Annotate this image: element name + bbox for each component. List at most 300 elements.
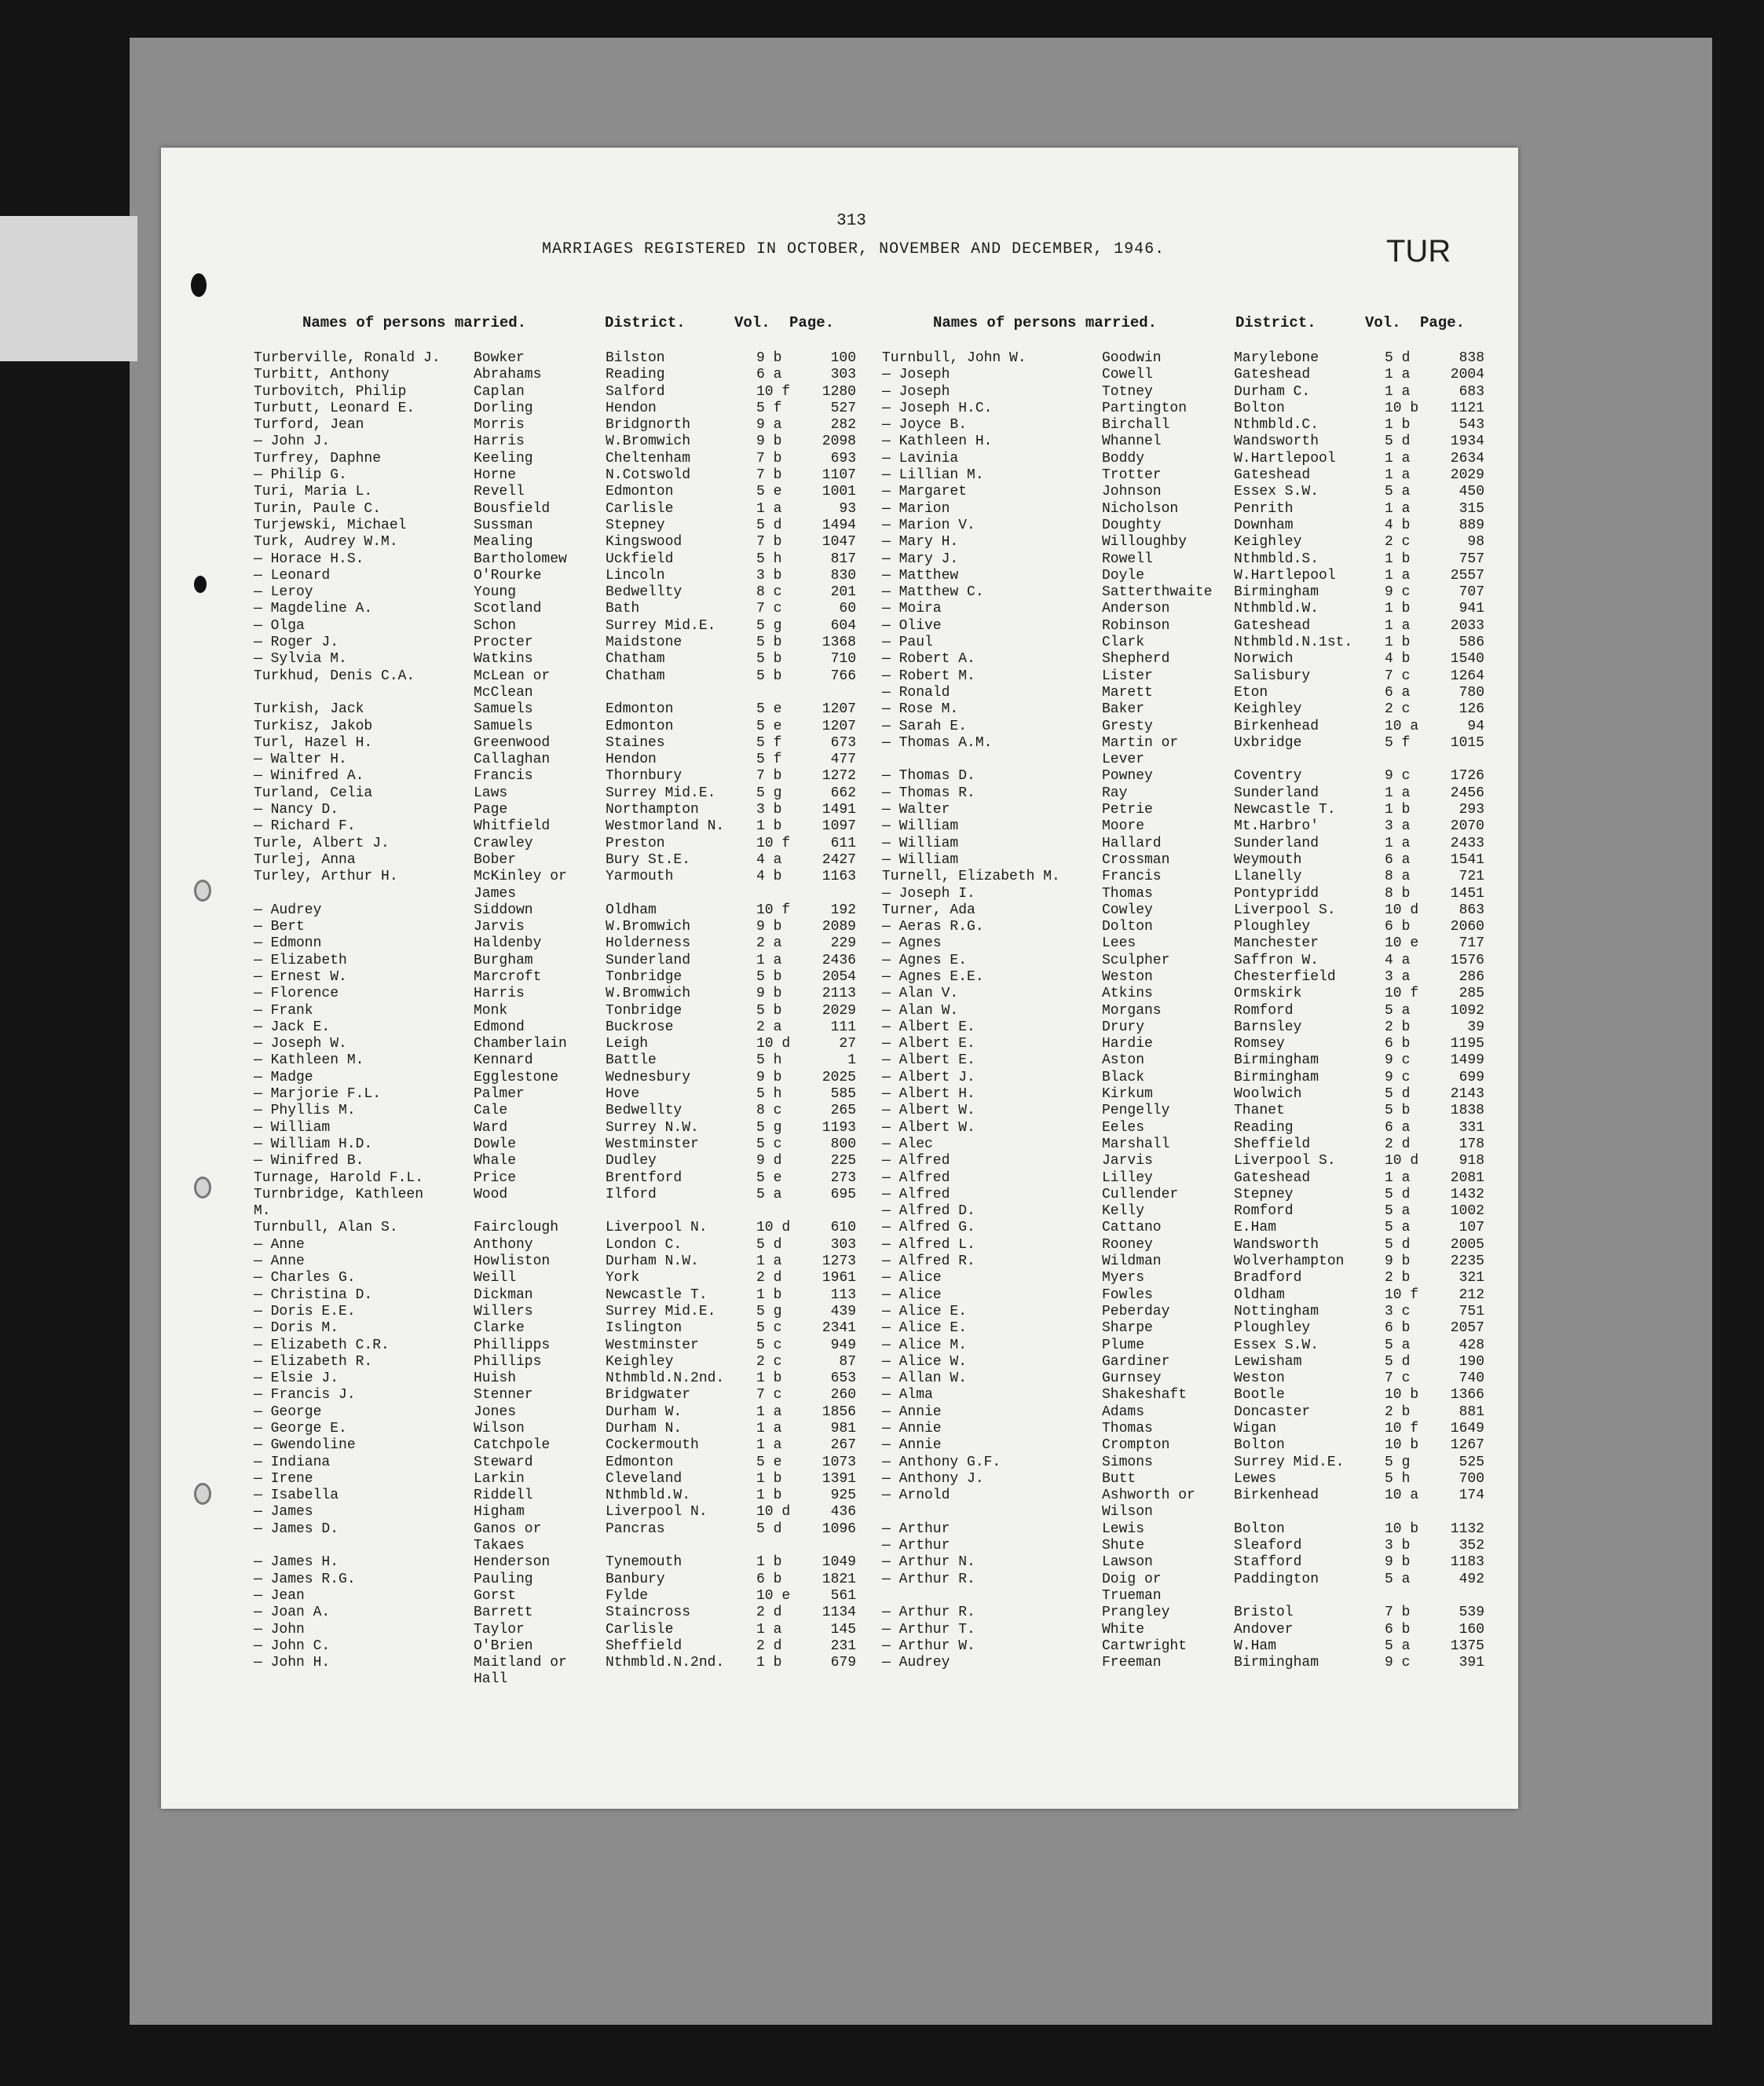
- entry-name: — Arthur: [882, 1538, 950, 1554]
- entry-spouse: Lever: [1102, 752, 1145, 768]
- entry-spouse: Laws: [474, 785, 508, 801]
- entry-page: 1726: [1450, 768, 1484, 785]
- entry-district: Cheltenham: [606, 450, 691, 467]
- entry-name: — William: [882, 851, 959, 868]
- entry-district: Surrey N.W.: [606, 1119, 699, 1136]
- entry-volume: 9 b: [1385, 1554, 1411, 1571]
- entry-volume: 1 b: [756, 818, 782, 835]
- entry-district: Tynemouth: [606, 1554, 683, 1571]
- entry-spouse: Wilson: [474, 1421, 525, 1436]
- entry-district: Birmingham: [1234, 584, 1319, 601]
- entry-spouse: Wildman: [1102, 1253, 1162, 1270]
- entry-district: Weston: [1234, 1371, 1285, 1387]
- entry-district: Ormskirk: [1234, 986, 1302, 1002]
- entry-district: Lincoln: [606, 567, 665, 584]
- entry-page: 1821: [822, 1571, 856, 1587]
- entry-district: Wednesbury: [606, 1069, 691, 1085]
- entry-name: Turl, Hazel H.: [254, 734, 373, 751]
- entry-district: Buckrose: [606, 1019, 674, 1035]
- entry-district: Stepney: [606, 517, 665, 533]
- entry-page: 201: [830, 584, 856, 601]
- entry-name: — Anthony J.: [882, 1470, 984, 1487]
- entry-name: — Moira: [882, 601, 942, 617]
- entry-district: Uxbridge: [1234, 734, 1302, 751]
- entry-district: Salford: [606, 383, 665, 400]
- entry-spouse: Hallard: [1102, 835, 1162, 851]
- entry-page: 981: [830, 1421, 856, 1436]
- entry-district: Norwich: [1234, 651, 1294, 668]
- entry-name: Turin, Paule C.: [254, 500, 382, 517]
- entry-volume: 10 e: [756, 1587, 791, 1604]
- entry-page: 273: [830, 1169, 856, 1186]
- entry-page: 2004: [1450, 367, 1484, 383]
- entry-district: Gateshead: [1234, 467, 1311, 484]
- entry-spouse: Dorling: [474, 400, 533, 416]
- entry-district: Surrey Mid.E.: [1234, 1454, 1345, 1470]
- entry-page: 1132: [1450, 1521, 1484, 1537]
- entry-name: — Albert E.: [882, 1036, 975, 1052]
- entry-spouse: Lawson: [1102, 1554, 1153, 1571]
- entry-name: — Ronald: [882, 684, 950, 701]
- entry-district: Nthmbld.C.: [1234, 417, 1319, 434]
- entry-name: — Thomas A.M.: [882, 734, 993, 751]
- entry-district: Sunderland: [1234, 785, 1319, 801]
- entry-volume: 6 a: [1385, 851, 1411, 868]
- entry-name: — Winifred A.: [254, 768, 364, 785]
- entry-name: — Jack E.: [254, 1019, 331, 1035]
- entry-name: — Philip G.: [254, 467, 347, 484]
- entry-spouse: Doyle: [1102, 567, 1145, 584]
- entry-page: 1451: [1450, 885, 1484, 902]
- entry-name: — Olga: [254, 617, 305, 634]
- entry-volume: 7 b: [756, 467, 782, 484]
- entry-volume: 10 f: [1385, 986, 1419, 1002]
- entry-district: Tonbridge: [606, 1002, 683, 1019]
- entry-name: — Horace H.S.: [254, 551, 364, 567]
- entry-page: 1576: [1450, 952, 1484, 968]
- entry-name: Turberville, Ronald J.: [254, 350, 441, 366]
- entry-page: 561: [830, 1587, 856, 1604]
- entry-district: Edmonton: [606, 1454, 674, 1470]
- punch-hole: [194, 880, 211, 902]
- entry-volume: 9 b: [756, 434, 782, 450]
- entry-page: 1264: [1450, 668, 1484, 684]
- entry-spouse: Aston: [1102, 1052, 1145, 1069]
- entry-volume: 5 h: [756, 1052, 782, 1069]
- entry-volume: 10 d: [1385, 902, 1419, 918]
- entry-name: — Alfred: [882, 1186, 950, 1202]
- entry-district: Sunderland: [606, 952, 691, 968]
- entry-district: Fylde: [606, 1587, 649, 1604]
- entry-volume: 5 f: [756, 734, 782, 751]
- entry-spouse: Whannel: [1102, 434, 1162, 450]
- entry-district: Uckfield: [606, 551, 674, 567]
- entry-spouse: Anthony: [474, 1236, 533, 1253]
- entry-volume: 10 d: [756, 1220, 791, 1236]
- entry-volume: 7 b: [756, 534, 782, 551]
- entry-volume: 5 d: [756, 1521, 782, 1537]
- entry-volume: 6 b: [1385, 1036, 1411, 1052]
- entry-district: Durham N.W.: [606, 1253, 699, 1270]
- entry-name: — John: [254, 1621, 305, 1638]
- entry-name: — Anthony G.F.: [882, 1454, 1001, 1470]
- entry-spouse: Hardie: [1102, 1036, 1153, 1052]
- entry-page: 315: [1458, 500, 1484, 517]
- entry-page: 543: [1458, 417, 1484, 434]
- entry-page: 265: [830, 1103, 856, 1119]
- entry-page: 1366: [1450, 1387, 1484, 1403]
- entry-name: — Paul: [882, 635, 933, 651]
- entry-name: Turbovitch, Philip: [254, 383, 407, 400]
- entry-name: — Matthew: [882, 567, 959, 584]
- entry-name: — Elsie J.: [254, 1371, 339, 1387]
- entry-district: Essex S.W.: [1234, 484, 1319, 500]
- entry-volume: 5 g: [756, 617, 782, 634]
- entry-spouse: Drury: [1102, 1019, 1145, 1035]
- entry-district: Gateshead: [1234, 1169, 1311, 1186]
- entry-district: Bridgnorth: [606, 417, 691, 434]
- entry-page: 1073: [822, 1454, 856, 1470]
- entry-name: — Olive: [882, 617, 942, 634]
- entry-page: 160: [1458, 1621, 1484, 1638]
- entry-name: — Joan A.: [254, 1605, 331, 1621]
- entry-page: 539: [1458, 1605, 1484, 1621]
- entry-page: 2557: [1450, 567, 1484, 584]
- entry-spouse: Thomas: [1102, 885, 1153, 902]
- entry-page: 1838: [1450, 1103, 1484, 1119]
- entry-name: Turbitt, Anthony: [254, 367, 390, 383]
- entry-page: 1163: [822, 869, 856, 885]
- entry-spouse: Crawley: [474, 835, 533, 851]
- entry-name: — Elizabeth C.R.: [254, 1337, 390, 1353]
- entry-spouse: Wilson: [1102, 1504, 1153, 1521]
- entry-page: 1273: [822, 1253, 856, 1270]
- entry-page: 610: [830, 1220, 856, 1236]
- entry-volume: 2 a: [756, 935, 782, 952]
- entry-name: — Anne: [254, 1253, 305, 1270]
- entry-district: Westminster: [606, 1337, 699, 1353]
- entry-page: 1494: [822, 517, 856, 533]
- entry-spouse: Cale: [474, 1103, 508, 1119]
- entry-spouse: Plume: [1102, 1337, 1145, 1353]
- entry-spouse: Ray: [1102, 785, 1128, 801]
- entry-spouse: Barrett: [474, 1605, 533, 1621]
- entry-name: — Annie: [882, 1403, 942, 1420]
- entry-name: — Richard F.: [254, 818, 356, 835]
- entry-name: — Kathleen H.: [882, 434, 993, 450]
- entry-spouse: Catchpole: [474, 1437, 551, 1454]
- entry-volume: 4 a: [756, 851, 782, 868]
- entry-page: 1015: [1450, 734, 1484, 751]
- entry-district: Leigh: [606, 1036, 649, 1052]
- entry-name: — Audrey: [254, 902, 322, 918]
- entry-page: 918: [1458, 1153, 1484, 1169]
- entry-name: — Marion V.: [882, 517, 975, 533]
- entry-volume: 5 c: [756, 1337, 782, 1353]
- entry-district: Bridgwater: [606, 1387, 691, 1403]
- entry-page: 2456: [1450, 785, 1484, 801]
- entry-volume: 5 a: [1385, 1002, 1411, 1019]
- entry-spouse: Egglestone: [474, 1069, 559, 1085]
- entry-district: Romford: [1234, 1002, 1294, 1019]
- entry-name: — Thomas R.: [882, 785, 975, 801]
- entry-page: 1047: [822, 534, 856, 551]
- entry-spouse: Lilley: [1102, 1169, 1153, 1186]
- entry-volume: 7 c: [756, 1387, 782, 1403]
- entry-district: Yarmouth: [606, 869, 674, 885]
- entry-spouse: Shepherd: [1102, 651, 1170, 668]
- entry-district: Bolton: [1234, 1521, 1285, 1537]
- entry-volume: 1 a: [1385, 383, 1411, 400]
- entry-volume: 1 b: [756, 1655, 782, 1671]
- entry-page: 2029: [822, 1002, 856, 1019]
- entry-name: Turk, Audrey W.M.: [254, 534, 398, 551]
- entry-page: 1499: [1450, 1052, 1484, 1069]
- entry-name: — Doris M.: [254, 1320, 339, 1337]
- entry-name: — Annie: [882, 1421, 942, 1436]
- entry-volume: 9 c: [1385, 768, 1411, 785]
- entry-volume: 9 d: [756, 1153, 782, 1169]
- entry-volume: 5 e: [756, 1169, 782, 1186]
- entry-name: — Thomas D.: [882, 768, 975, 785]
- entry-district: Bedwellty: [606, 1103, 683, 1119]
- punch-hole: [194, 1483, 211, 1505]
- entry-spouse: Jones: [474, 1403, 517, 1420]
- entry-volume: 10 a: [1385, 718, 1419, 734]
- entry-name: Turkisz, Jakob: [254, 718, 373, 734]
- entry-district: Surrey Mid.E.: [606, 1303, 716, 1319]
- entry-name: — James D.: [254, 1521, 339, 1537]
- entry-name: — Alice E.: [882, 1303, 968, 1319]
- entry-name: — Allan W.: [882, 1371, 968, 1387]
- entry-district: Stafford: [1234, 1554, 1302, 1571]
- entry-name: — Bert: [254, 919, 305, 935]
- entry-volume: 5 d: [1385, 1236, 1411, 1253]
- entry-name: Turner, Ada: [882, 902, 975, 918]
- entry-spouse: Sculpher: [1102, 952, 1170, 968]
- entry-district: Coventry: [1234, 768, 1302, 785]
- entry-district: Downham: [1234, 517, 1294, 533]
- entry-page: 2060: [1450, 919, 1484, 935]
- entry-page: 766: [830, 668, 856, 684]
- entry-volume: 6 a: [756, 367, 782, 383]
- entry-spouse: Gresty: [1102, 718, 1153, 734]
- entry-district: Sunderland: [1234, 835, 1319, 851]
- entry-district: Liverpool S.: [1234, 902, 1336, 918]
- entry-district: Wandsworth: [1234, 434, 1319, 450]
- entry-volume: 1 b: [756, 1371, 782, 1387]
- entry-name: — John J.: [254, 434, 331, 450]
- entry-volume: 10 f: [756, 383, 791, 400]
- entry-name: — Arthur R.: [882, 1605, 975, 1621]
- entry-district: Pontypridd: [1234, 885, 1319, 902]
- entry-volume: 2 c: [756, 1353, 782, 1370]
- entry-spouse: Edmond: [474, 1019, 525, 1035]
- entry-volume: 5 a: [1385, 1638, 1411, 1654]
- entry-district: Banbury: [606, 1571, 665, 1587]
- entry-name: — Agnes E.: [882, 952, 968, 968]
- entry-district: Wigan: [1234, 1421, 1277, 1436]
- column-header-page: Page.: [789, 314, 835, 331]
- entry-name: — Christina D.: [254, 1286, 373, 1303]
- entry-district: London C.: [606, 1236, 683, 1253]
- entry-volume: 7 b: [756, 768, 782, 785]
- entry-page: 126: [1458, 701, 1484, 718]
- entry-name: — Albert E.: [882, 1052, 975, 1069]
- entry-district: Ploughley: [1234, 1320, 1311, 1337]
- entry-name: — William H.D.: [254, 1136, 373, 1152]
- entry-spouse: Anderson: [1102, 601, 1170, 617]
- entry-name: — Agnes: [882, 935, 942, 952]
- entry-spouse: Callaghan: [474, 752, 551, 768]
- entry-page: 113: [830, 1286, 856, 1303]
- entry-volume: 5 d: [1385, 434, 1411, 450]
- entry-page: 2341: [822, 1320, 856, 1337]
- entry-name: Turley, Arthur H.: [254, 869, 398, 885]
- entry-spouse: Monk: [474, 1002, 508, 1019]
- entry-spouse: Weill: [474, 1270, 517, 1286]
- entry-name: — Joyce B.: [882, 417, 968, 434]
- entry-name: — Leroy: [254, 584, 313, 601]
- entry-volume: 2 a: [756, 1019, 782, 1035]
- entry-page: 2089: [822, 919, 856, 935]
- entry-page: 863: [1458, 902, 1484, 918]
- entry-spouse: Doughty: [1102, 517, 1162, 533]
- entry-page: 1097: [822, 818, 856, 835]
- entry-district: Nthmbld.W.: [606, 1488, 691, 1504]
- entry-name: — Margaret: [882, 484, 968, 500]
- entry-district: Tonbridge: [606, 968, 683, 985]
- entry-district: Hendon: [606, 400, 657, 416]
- entry-name: — Alice M.: [882, 1337, 968, 1353]
- entry-volume: 10 a: [1385, 1488, 1419, 1504]
- entry-name: Turnbull, Alan S.: [254, 1220, 398, 1236]
- punch-hole: [194, 576, 207, 593]
- entry-name: — Irene: [254, 1470, 313, 1487]
- entry-district: Woolwich: [1234, 1086, 1302, 1103]
- entry-volume: 1 a: [756, 1437, 782, 1454]
- entry-spouse: Samuels: [474, 701, 533, 718]
- entry-district: Saffron W.: [1234, 952, 1319, 968]
- entry-spouse: Trueman: [1102, 1587, 1162, 1604]
- entry-district: Sheffield: [1234, 1136, 1311, 1152]
- entry-district: Lewisham: [1234, 1353, 1302, 1370]
- entry-spouse: Whale: [474, 1153, 517, 1169]
- entry-volume: 5 a: [756, 1186, 782, 1202]
- entry-page: 699: [1458, 1069, 1484, 1085]
- entry-volume: 2 d: [1385, 1136, 1411, 1152]
- column-header-page: Page.: [1420, 314, 1466, 331]
- entry-page: 1002: [1450, 1203, 1484, 1220]
- entry-page: 2436: [822, 952, 856, 968]
- entry-name: — Lavinia: [882, 450, 959, 467]
- entry-volume: 5 b: [756, 668, 782, 684]
- entry-volume: 5 c: [756, 1320, 782, 1337]
- entry-page: 1934: [1450, 434, 1484, 450]
- entry-spouse: Sussman: [474, 517, 533, 533]
- entry-name: — Alan W.: [882, 1002, 959, 1019]
- entry-volume: 1 b: [756, 1554, 782, 1571]
- entry-page: 757: [1458, 551, 1484, 567]
- entry-name: — Elizabeth R.: [254, 1353, 373, 1370]
- entry-spouse: Phillips: [474, 1353, 542, 1370]
- entry-page: 2143: [1450, 1086, 1484, 1103]
- entry-spouse: Dolton: [1102, 919, 1153, 935]
- entry-name: Turjewski, Michael: [254, 517, 407, 533]
- entry-page: 212: [1458, 1286, 1484, 1303]
- entry-district: Edmonton: [606, 701, 674, 718]
- entry-volume: 5 h: [756, 551, 782, 567]
- entry-spouse: Gardiner: [1102, 1353, 1170, 1370]
- entry-page: 1280: [822, 383, 856, 400]
- entry-page: 439: [830, 1303, 856, 1319]
- entry-spouse: Shute: [1102, 1538, 1145, 1554]
- entry-page: 1121: [1450, 400, 1484, 416]
- entry-district: Chesterfield: [1234, 968, 1336, 985]
- entry-volume: 10 f: [1385, 1286, 1419, 1303]
- entry-name: — Mary H.: [882, 534, 959, 551]
- entry-name: Turford, Jean: [254, 417, 364, 434]
- punch-hole: [194, 1177, 211, 1199]
- entry-page: 174: [1458, 1488, 1484, 1504]
- entry-spouse: Palmer: [474, 1086, 525, 1103]
- entry-district: E.Ham: [1234, 1220, 1277, 1236]
- entry-page: 1195: [1450, 1036, 1484, 1052]
- entry-page: 721: [1458, 869, 1484, 885]
- entry-name: — George E.: [254, 1421, 347, 1436]
- entry-name: — Nancy D.: [254, 802, 339, 818]
- entry-page: 1541: [1450, 851, 1484, 868]
- entry-volume: 5 a: [1385, 1571, 1411, 1587]
- entry-spouse: Kelly: [1102, 1203, 1145, 1220]
- entry-volume: 10 f: [756, 902, 791, 918]
- entry-spouse: Marett: [1102, 684, 1153, 701]
- entry-spouse: Caplan: [474, 383, 525, 400]
- entry-name: — Aeras R.G.: [882, 919, 984, 935]
- entry-spouse: Bober: [474, 851, 517, 868]
- column-header-district: District.: [1235, 314, 1316, 331]
- entry-district: York: [606, 1270, 640, 1286]
- entry-volume: 2 b: [1385, 1403, 1411, 1420]
- entry-district: Sheffield: [606, 1638, 683, 1654]
- entry-name: — Walter H.: [254, 752, 347, 768]
- entry-spouse: Price: [474, 1169, 517, 1186]
- entry-volume: 9 c: [1385, 1069, 1411, 1085]
- entry-district: Nthmbld.N.2nd.: [606, 1655, 725, 1671]
- entry-spouse: Atkins: [1102, 986, 1153, 1002]
- entry-name: — Roger J.: [254, 635, 339, 651]
- entry-name: — Francis J.: [254, 1387, 356, 1403]
- entry-volume: 3 a: [1385, 818, 1411, 835]
- entry-name: — John H.: [254, 1655, 331, 1671]
- entry-spouse: Thomas: [1102, 1421, 1153, 1436]
- entry-district: Newcastle T.: [606, 1286, 708, 1303]
- entry-page: 27: [839, 1036, 856, 1052]
- entry-page: 285: [1458, 986, 1484, 1002]
- entry-volume: 7 b: [1385, 1605, 1411, 1621]
- entry-volume: 7 c: [1385, 668, 1411, 684]
- entry-district: Romsey: [1234, 1036, 1285, 1052]
- entry-volume: 1 a: [1385, 450, 1411, 467]
- entry-volume: 3 b: [1385, 1538, 1411, 1554]
- entry-district: Thornbury: [606, 768, 683, 785]
- entry-spouse: Cattano: [1102, 1220, 1162, 1236]
- entry-page: 260: [830, 1387, 856, 1403]
- entry-volume: 7 c: [1385, 1371, 1411, 1387]
- entry-name: — Florence: [254, 986, 339, 1002]
- entry-district: Battle: [606, 1052, 657, 1069]
- entry-district: Birmingham: [1234, 1655, 1319, 1671]
